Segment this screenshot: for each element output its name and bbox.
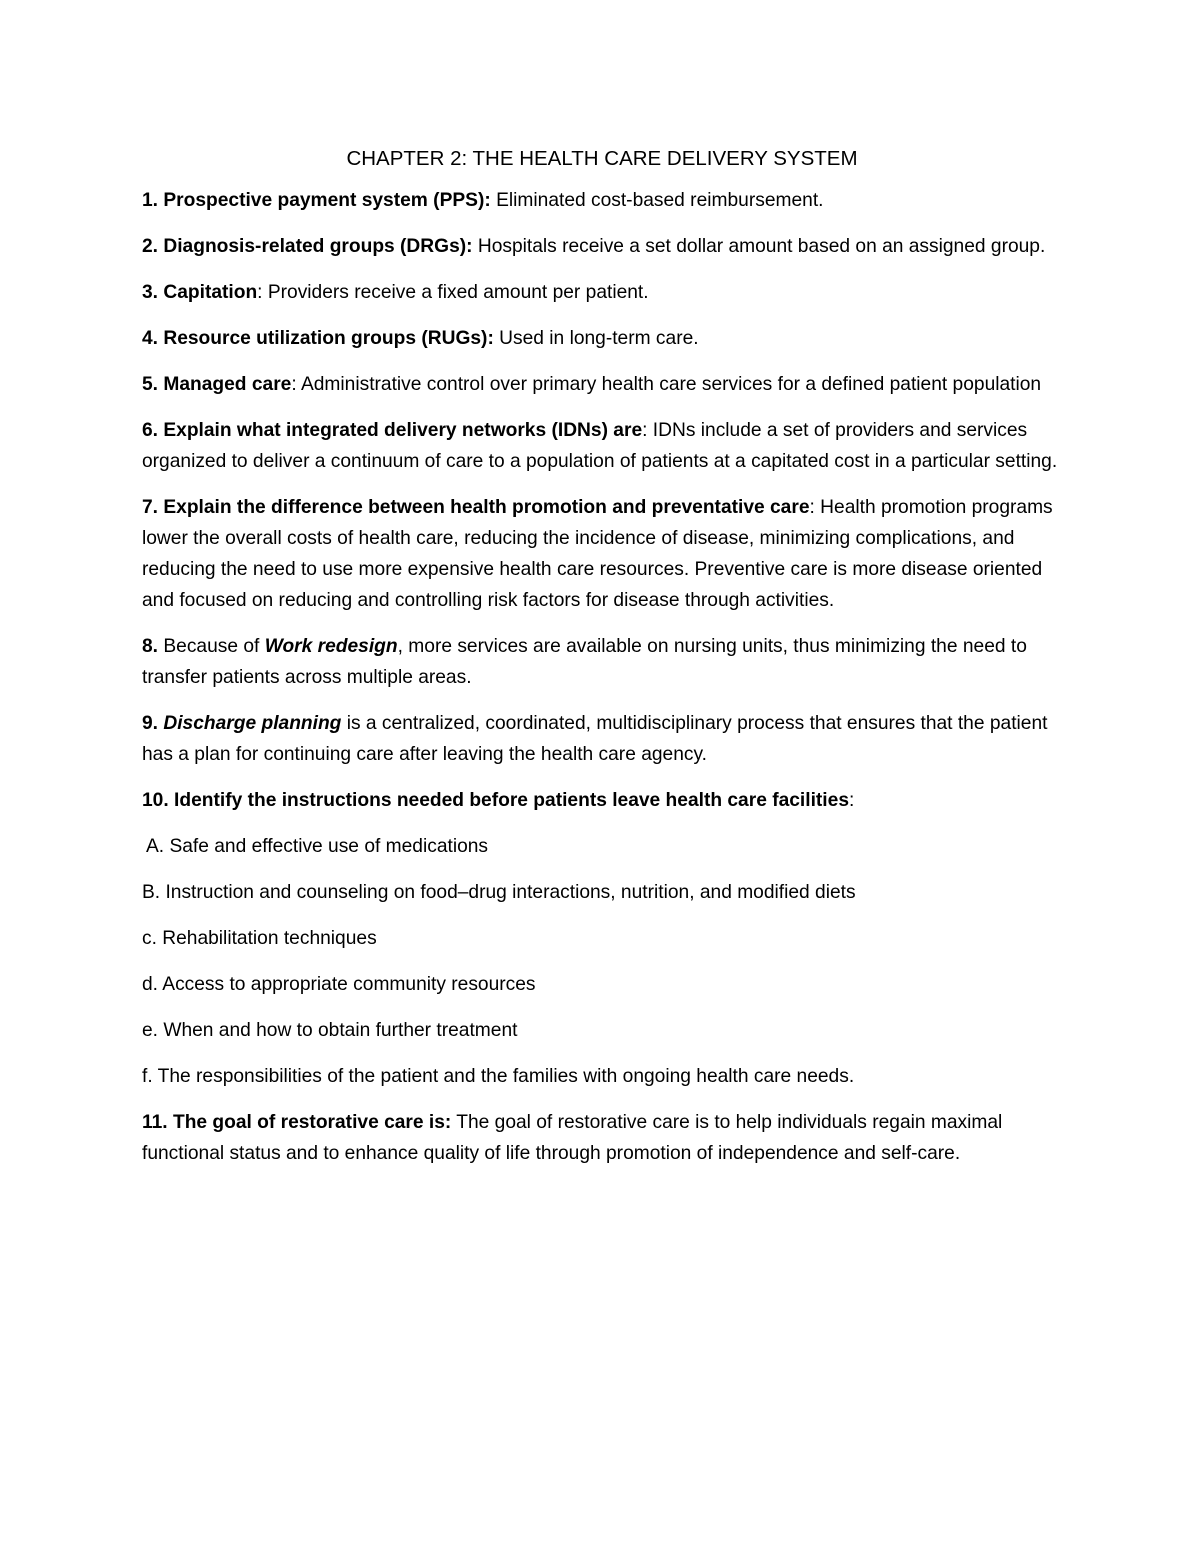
item-text: : Providers receive a fixed amount per patient. [257,282,649,303]
document-page [142,141,1062,1184]
item-number: 5. [142,374,159,395]
item-text: : Administrative control over primary health care services for a defined patient population [291,374,1042,395]
list-item [142,369,1062,400]
item-number: 3. [142,282,159,303]
sub-list-item: A. Safe and effective use of medications [146,836,489,857]
item-term: Capitation [163,282,258,303]
list-item [142,415,1062,477]
item-term: Prospective payment system (PPS): [163,190,491,211]
list-item [142,785,1062,816]
document-title: CHAPTER 2: THE HEALTH CARE DELIVERY SYSTEM [346,147,858,170]
item-term: Explain the difference between health promotion and preventative care [163,497,810,518]
item-text: : Health promotion programs lower the overall costs of health care, reducing the incidence of disease, minimizing complications, and reducing the need to use more expensive health care resources. Preventive care is more disease oriented and focused on reducing and controlling risk factors for disease through activities. [142,497,1053,611]
item-text: Hospitals receive a set dollar amount based on an assigned group. [472,236,1046,257]
item-text: Because of [158,636,265,657]
sub-list-item: B. Instruction and counseling on food–drug interactions, nutrition, and modified diets [142,882,856,903]
sub-list-item: d. Access to appropriate community resources [142,974,536,995]
item-term: Work redesign [264,636,398,657]
item-term: Discharge planning [163,713,342,734]
item-term: Explain what integrated delivery networks (IDNs) are [163,420,643,441]
list-item [142,708,1062,770]
item-number: 7. [142,497,159,518]
list-item [142,185,1062,216]
sub-list-item: c. Rehabilitation techniques [142,928,377,949]
item-number: 10. [142,790,169,811]
sub-list-item: f. The responsibilities of the patient and the families with ongoing health care needs. [142,1066,855,1087]
item-text: Used in long-term care. [493,328,699,349]
list-item [142,1107,1062,1169]
list-item [142,492,1062,616]
sub-list-item: e. When and how to obtain further treatment [142,1020,518,1041]
item-term: The goal of restorative care is: [172,1112,452,1133]
item-text: : [849,790,855,811]
item-term: Diagnosis-related groups (DRGs): [163,236,473,257]
item-number: 1. [142,190,159,211]
item-term: Resource utilization groups (RUGs): [163,328,494,349]
item-text: is a centralized, coordinated, multidisciplinary process that ensures that the patient has a plan for continuing care after leaving the health care agency. [142,713,1048,765]
item-term: Managed care [163,374,292,395]
item-number: 11. [142,1112,168,1133]
list-item [142,231,1062,262]
item-number: 9. [142,713,159,734]
item-text: The goal of restorative care is to help individuals regain maximal functional status and to enhance quality of life through promotion of independence and self-care. [142,1112,1003,1164]
item-number: 6. [142,420,159,441]
item-number: 4. [142,328,159,349]
item-term: Identify the instructions needed before patients leave health care facilities [174,790,849,811]
item-number: 2. [142,236,159,257]
list-item [142,323,1062,354]
item-text: Eliminated cost-based reimbursement. [490,190,824,211]
item-text: , more services are available on nursing units, thus minimizing the need to transfer patients across multiple areas. [142,636,1027,688]
item-number: 8. [142,636,159,657]
list-item [142,631,1062,693]
item-text: : IDNs include a set of providers and services organized to deliver a continuum of care to a population of patients at a capitated cost in a particular setting. [142,420,1058,472]
list-item [142,277,1062,308]
